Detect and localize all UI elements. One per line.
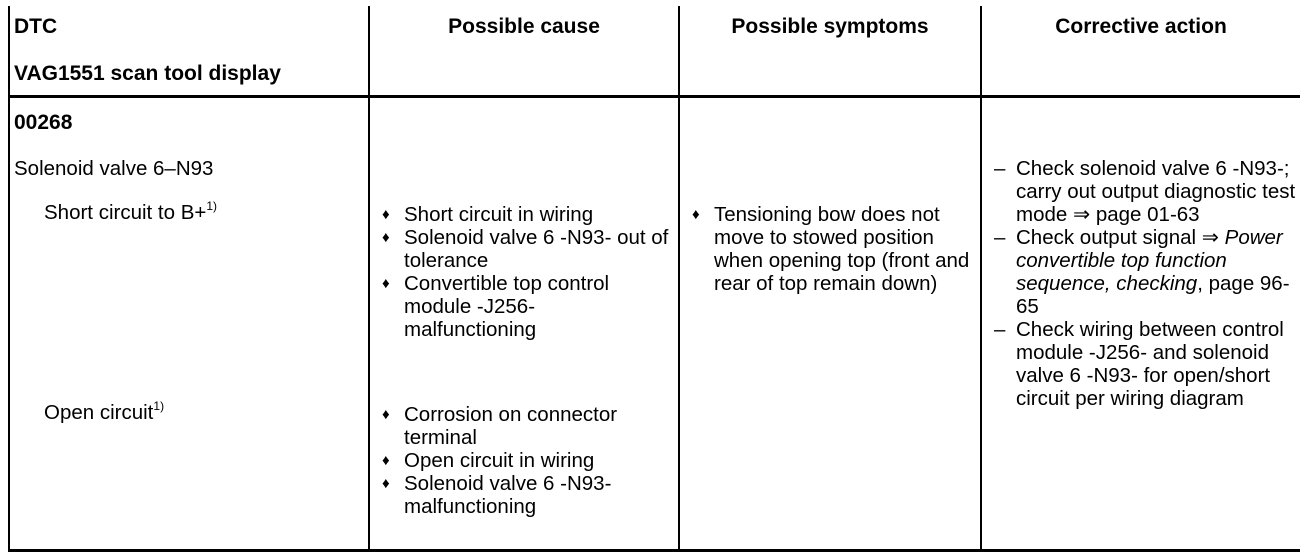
header-corrective-action: Corrective action: [1055, 15, 1227, 38]
footnote-marker: 1): [206, 199, 218, 213]
column-divider-1: [368, 6, 370, 552]
cause-item: ♦ Short circuit in wiring: [382, 203, 672, 226]
dtc-code: 00268: [14, 111, 73, 134]
causes-open-circuit: [382, 403, 672, 518]
action-prefix: Check output signal ⇒: [1016, 226, 1219, 249]
corrective-actions: [992, 157, 1298, 410]
header-possible-cause: Possible cause: [448, 15, 600, 38]
table-border-left: [8, 6, 10, 552]
action-item-output-signal: [992, 226, 1298, 318]
header-rule: [8, 95, 1300, 98]
procedure-reference: Power convertible top function sequence, checking: [1016, 226, 1283, 295]
cause-item: ♦ Corrosion on connector terminal: [382, 403, 672, 449]
column-divider-2: [678, 6, 680, 552]
fault-open-circuit-label: Open circuit: [44, 401, 154, 424]
fault-short-circuit: [44, 201, 217, 224]
cause-item: ♦ Solenoid valve 6 -N93- out of tolerance: [382, 226, 672, 272]
column-divider-3: [980, 6, 982, 552]
component-name: Solenoid valve 6–N93: [14, 157, 214, 180]
dtc-table: [8, 6, 1300, 552]
cause-item: ♦ Solenoid valve 6 -N93- malfunctioning: [382, 472, 672, 518]
symptom-item: ♦ Tensioning bow does not move to stowed position when opening top (front and rear of top remain down): [692, 203, 974, 295]
table-bottom-rule: [8, 549, 1300, 552]
fault-open-circuit: [44, 401, 164, 424]
header-scan-tool-display: VAG1551 scan tool display: [14, 62, 281, 85]
page-reference: , page 96-65: [1016, 272, 1290, 318]
causes-short-circuit: [382, 203, 672, 341]
cause-item: ♦ Open circuit in wiring: [382, 449, 672, 472]
fault-short-circuit-label: Short circuit to B+: [44, 201, 207, 224]
action-item-wiring-check: – Check wiring between control module -J256- and solenoid valve 6 -N93- for open/short circuit per wiring diagram: [992, 318, 1298, 410]
header-possible-symptoms: Possible symptoms: [731, 15, 929, 38]
cause-item: ♦ Convertible top control module -J256- malfunctioning: [382, 272, 672, 341]
footnote-marker: 1): [153, 399, 165, 413]
symptoms-list: [692, 203, 974, 295]
action-item-solenoid-check: – Check solenoid valve 6 -N93-; carry out output diagnostic test mode ⇒ page 01-63: [992, 157, 1298, 226]
header-dtc: DTC: [14, 15, 58, 38]
